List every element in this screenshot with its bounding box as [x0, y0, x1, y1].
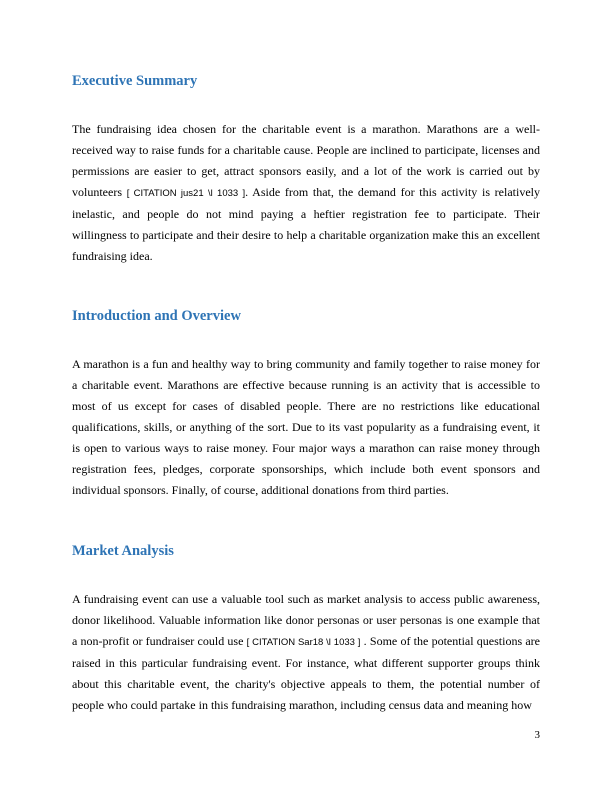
market-analysis-paragraph: [72, 589, 540, 716]
heading-introduction-overview: Introduction and Overview: [72, 308, 241, 324]
market-analysis-text-start: A fundraising event can use a valuable tool such as market analysis to access public awareness, donor likelihood. Valuable information like donor personas or user personas is one example that a non-profit or fundraiser could use: [72, 592, 540, 648]
citation-jus21: [ CITATION jus21 \l 1033 ]: [126, 188, 246, 199]
citation-sar18: [ CITATION Sar18 \l 1033 ]: [246, 637, 361, 648]
market-analysis-text-end: . Some of the potential questions are raised in this particular fundraising event. For instance, what different supporter groups think about this charitable event, the charity's objective appeals to them, the potential number of people who could partake in this fundraising marathon, including census data and meaning how: [72, 634, 540, 712]
heading-executive-summary: Executive Summary: [72, 73, 198, 89]
executive-summary-paragraph: [72, 119, 540, 267]
introduction-paragraph: A marathon is a fun and healthy way to bring community and family together to raise money for a charitable event. Marathons are effective because running is an activity that is accessible to most of us except for cases of disabled people. There are no restrictions like educational qualifications, skills, or anything of the sort. Due to its vast popularity as a fundraising event, it is open to various ways to raise money. Four major ways a marathon can raise money through registration fees, pledges, corporate sponsorships, which include both event sponsors and individual sponsors. Finally, of course, additional donations from third parties.: [72, 357, 540, 497]
executive-summary-text-start: The fundraising idea chosen for the charitable event is a marathon. Marathons are a well-received way to raise funds for a charitable cause. People are inclined to participate, licenses and permissions are easier to get, attract sponsors easily, and a lot of the work is carried out by volunteers: [72, 122, 540, 199]
heading-market-analysis: Market Analysis: [72, 543, 174, 559]
executive-summary-text-end: . Aside from that, the demand for this activity is relatively inelastic, and people do not mind paying a heftier registration fee to participate. Their willingness to participate and their desire to help a charitable organization make this an excellent fundraising idea.: [72, 185, 540, 263]
page-number: 3: [534, 729, 540, 741]
